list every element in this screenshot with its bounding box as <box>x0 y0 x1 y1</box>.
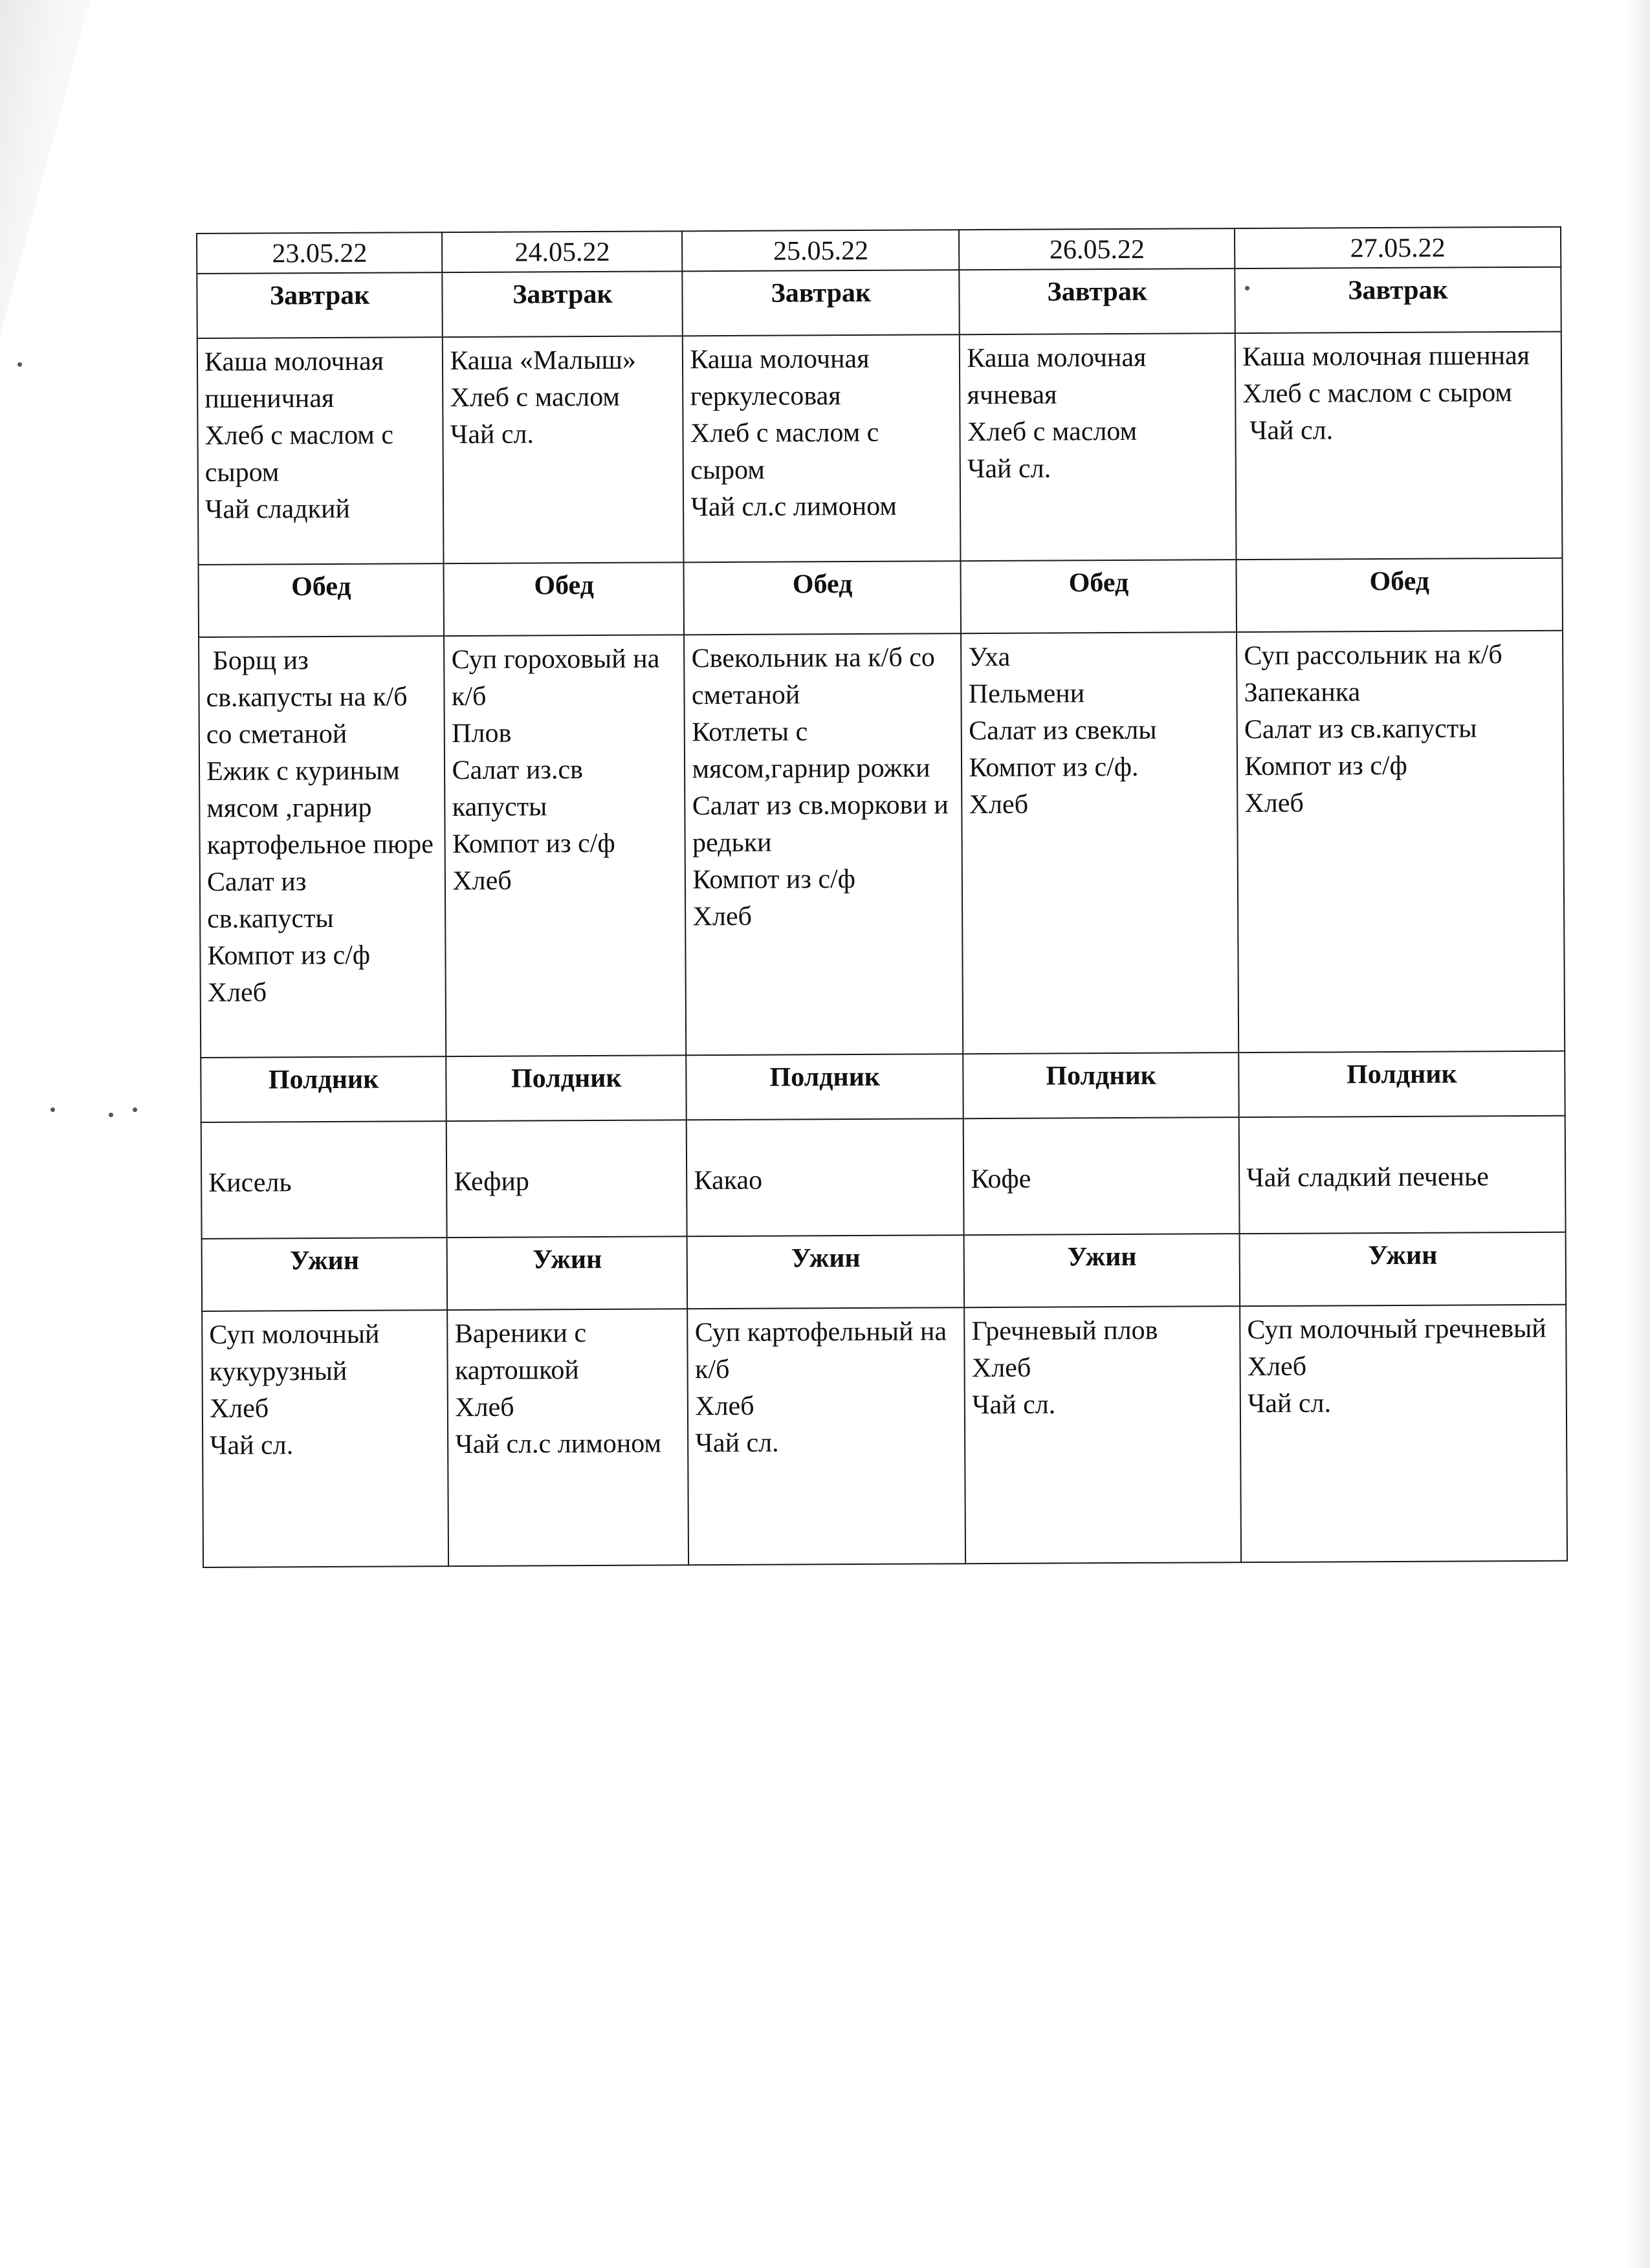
dish-item: Хлеб с маслом с сыром <box>204 420 401 488</box>
dish-list <box>1237 631 1565 1052</box>
meal-header: Обед <box>961 560 1237 633</box>
meal-header: Обед <box>1237 558 1563 632</box>
dish-item: Борщ из св.капусты на к/б со сметаной <box>206 646 415 750</box>
dish-item: Хлеб <box>695 1391 754 1422</box>
dish-item: Хлеб <box>455 1392 514 1423</box>
dish-list <box>444 635 686 1056</box>
dish-item: Кисель <box>208 1167 292 1198</box>
meal-header: Обед <box>199 563 445 637</box>
dish-list <box>1239 1116 1566 1234</box>
dish-item: Хлеб <box>209 1393 269 1424</box>
dish-item: Компот из с/ф <box>1244 750 1407 782</box>
meal-header: Обед <box>684 561 961 635</box>
meal-header: Ужин <box>1240 1232 1566 1306</box>
dish-item: Чай сл.с лимоном <box>690 491 897 523</box>
meal-header: Завтрак <box>197 272 443 338</box>
dish-item: Гречневый плов <box>971 1315 1158 1347</box>
dish-item: Чай сл. <box>695 1428 779 1459</box>
dish-item: Чай сладкий <box>204 494 351 525</box>
dish-item: Каша молочная геркулесовая <box>690 343 877 412</box>
meal-header: Завтрак <box>1235 267 1561 333</box>
dish-item: Хлеб с маслом <box>967 416 1138 448</box>
dish-list <box>197 337 444 565</box>
dish-list <box>684 633 963 1055</box>
meal-header-row <box>201 1051 1565 1122</box>
dish-list <box>443 336 684 563</box>
scan-speck <box>133 1107 137 1112</box>
dish-item: Хлеб <box>452 866 512 897</box>
dish-list <box>960 333 1237 561</box>
dish-item: Кофе <box>971 1164 1031 1194</box>
dish-item: Хлеб <box>692 901 753 932</box>
dish-item: Вареники с картошкой <box>454 1318 593 1386</box>
dish-item: Суп гороховый на к/б <box>451 644 666 712</box>
dish-row <box>202 1305 1567 1567</box>
dish-row <box>197 332 1563 565</box>
dish-item: Хлеб с маслом <box>450 382 621 413</box>
dish-item: Салат из свеклы <box>969 715 1157 747</box>
date-cell: 26.05.22 <box>959 228 1235 270</box>
dish-list <box>961 632 1238 1054</box>
dish-list <box>199 636 446 1058</box>
dish-item: Чай сл. <box>1242 415 1334 446</box>
meal-header: Полдник <box>963 1052 1239 1118</box>
dish-item: Суп молочный гречневый <box>1247 1313 1546 1346</box>
dish-item: Чай сл.с лимоном <box>455 1428 662 1460</box>
dish-list <box>964 1306 1241 1564</box>
date-cell: 23.05.22 <box>197 232 443 274</box>
dish-list <box>963 1117 1240 1235</box>
date-cell: 24.05.22 <box>442 231 682 272</box>
dish-list <box>688 1307 966 1565</box>
meal-header: Полдник <box>446 1055 687 1121</box>
scan-speck <box>50 1107 55 1112</box>
meal-header: Ужин <box>964 1234 1240 1307</box>
dish-item: Суп картофельный на к/б <box>694 1316 954 1385</box>
meal-header: Ужин <box>687 1235 964 1309</box>
meal-header: Завтрак <box>960 268 1235 334</box>
dish-item: Компот из с/ф <box>452 828 615 860</box>
dish-item: Хлеб с маслом с сыром <box>690 417 886 486</box>
dish-item: Чай сл. <box>972 1390 1056 1421</box>
meal-header: Завтрак <box>683 270 960 336</box>
dish-item: Хлеб <box>1247 1351 1307 1382</box>
dish-item: Запеканка <box>1244 677 1361 708</box>
dish-item: Суп рассольник на к/б <box>1244 640 1502 671</box>
dish-list <box>202 1310 448 1567</box>
paper-edge-shadow <box>1624 0 1650 2268</box>
dish-item: Салат из св.капусты <box>1244 714 1477 745</box>
dish-item: Хлеб <box>969 789 1029 820</box>
meal-header: Полдник <box>201 1056 446 1122</box>
dish-item: Какао <box>694 1165 763 1195</box>
dish-item: Компот из с/ф <box>207 940 371 971</box>
date-cell: 25.05.22 <box>682 230 959 271</box>
meal-header: Полдник <box>687 1054 963 1120</box>
dish-list <box>446 1120 687 1238</box>
dish-item: Хлеб <box>1244 788 1304 819</box>
date-row <box>197 227 1561 274</box>
dish-item: Салат из.св капусты <box>452 755 590 823</box>
dish-item: Каша молочная ячневая <box>967 342 1153 411</box>
dish-item: Хлеб с маслом с сыром <box>1242 378 1513 409</box>
dish-item: Кефир <box>454 1166 529 1197</box>
meal-header-row <box>199 558 1563 637</box>
dish-item: Хлеб <box>971 1353 1031 1384</box>
dish-item: Уха <box>968 642 1011 673</box>
dish-item: Свекольник на к/б со сметаной <box>691 642 942 711</box>
dish-item: Пельмени <box>968 679 1085 710</box>
weekly-menu-table <box>196 226 1568 1568</box>
dish-item: Суп молочный кукурузный <box>209 1319 387 1387</box>
dish-item: Компот из с/ф <box>692 864 856 895</box>
dish-row <box>201 1116 1566 1239</box>
meal-header: Завтрак <box>443 271 683 337</box>
dish-list <box>201 1121 447 1239</box>
meal-header: Обед <box>444 562 685 636</box>
meal-header: Ужин <box>447 1236 688 1310</box>
dish-item: Чай сладкий печенье <box>1246 1161 1489 1193</box>
dish-list <box>687 1118 964 1236</box>
date-cell: 27.05.22 <box>1235 227 1561 268</box>
dish-item: Хлеб <box>207 977 267 1008</box>
dish-list <box>1235 332 1563 560</box>
meal-header: Полдник <box>1238 1051 1565 1117</box>
dish-row <box>199 631 1565 1058</box>
dish-item: Ежик с куриным мясом ,гарнир картофельное пюре <box>206 756 434 860</box>
scan-speck <box>17 362 22 367</box>
dish-item: Салат из св.капусты <box>206 867 334 934</box>
paper-fold-shadow <box>0 0 91 336</box>
dish-list <box>1240 1305 1567 1562</box>
scan-speck <box>109 1113 113 1117</box>
dish-item: Котлеты с мясом,гарнир рожки <box>692 717 930 785</box>
meal-header-row <box>197 267 1561 338</box>
meal-header-row <box>202 1232 1567 1311</box>
dish-list <box>448 1309 689 1566</box>
dish-item: Чай сл. <box>210 1430 294 1461</box>
dish-list <box>683 334 961 562</box>
dish-item: Каша «Малыш» <box>450 345 636 376</box>
dish-item: Салат из св.моркови и редьки <box>692 790 956 858</box>
dish-item: Плов <box>452 718 512 749</box>
dish-item: Компот из с/ф. <box>969 752 1139 783</box>
dish-item: Чай сл. <box>1247 1388 1332 1419</box>
dish-item: Чай сл. <box>967 453 1051 485</box>
dish-item: Каша молочная пшенная <box>1242 340 1530 373</box>
dish-item: Каша молочная пшеничная <box>204 346 391 414</box>
meal-header: Ужин <box>202 1238 448 1311</box>
dish-item: Чай сл. <box>450 419 534 450</box>
